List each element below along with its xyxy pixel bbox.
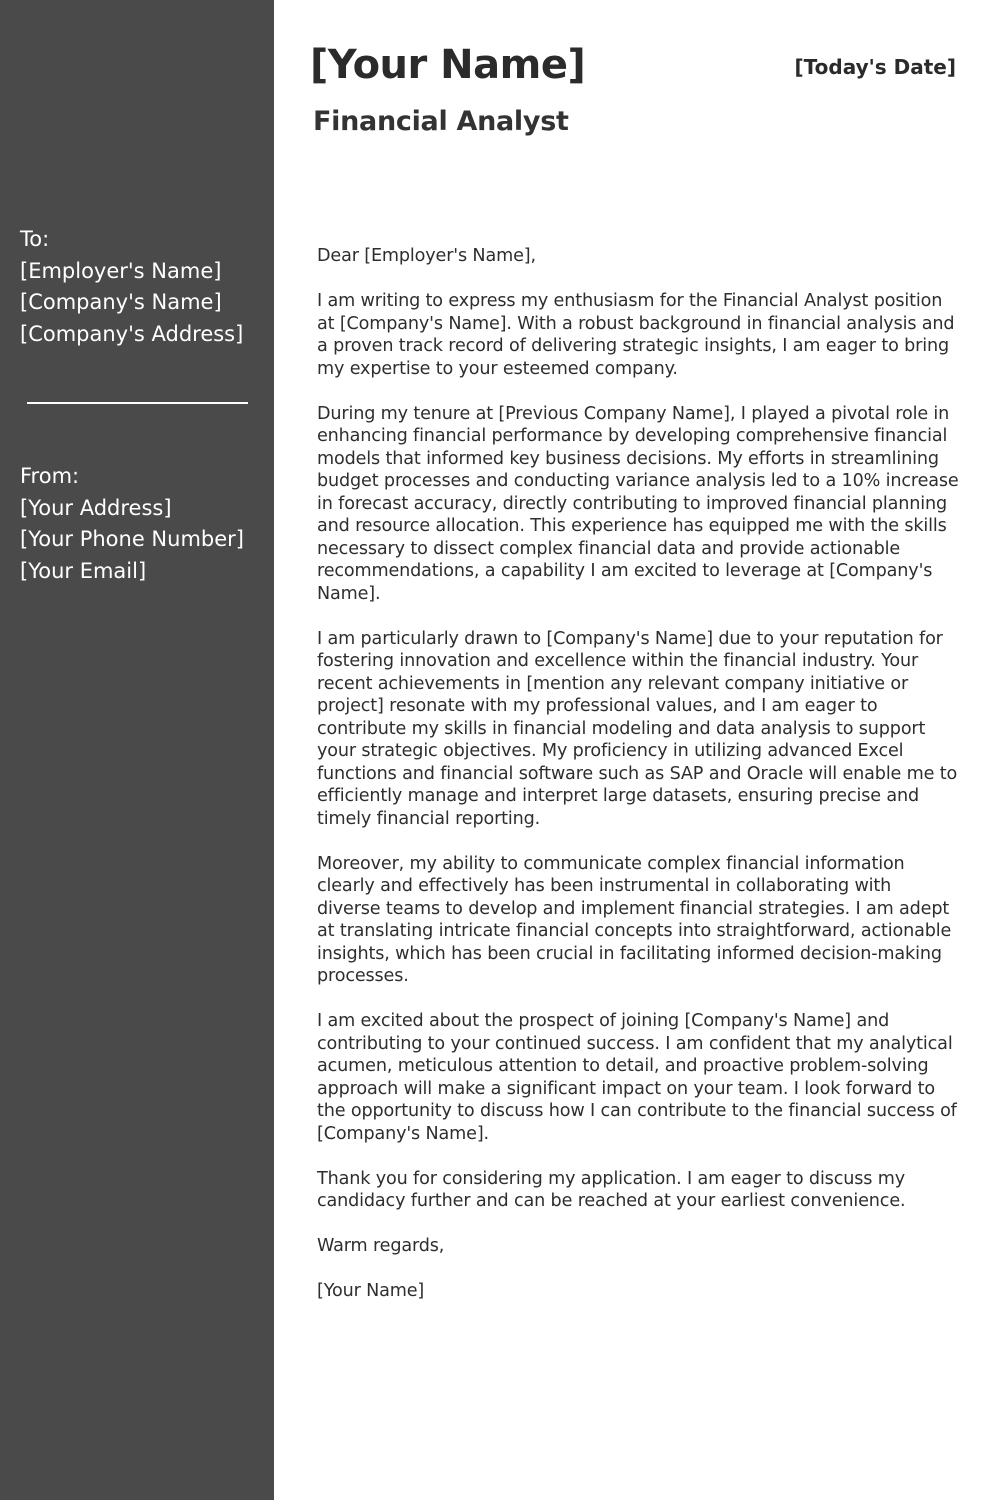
sender-phone: [Your Phone Number]: [20, 527, 244, 551]
company-address: [Company's Address]: [20, 321, 244, 346]
applicant-name: [Your Name]: [310, 42, 586, 88]
paragraph-thanks: Thank you for considering my application. I am eager to discuss my candidacy further and can be reached at your earliest convenience.: [317, 1168, 906, 1211]
recipient-block: [20, 224, 270, 350]
closing: Warm regards,: [317, 1236, 445, 1256]
salutation: Dear [Employer's Name],: [317, 246, 536, 266]
to-label: To:: [20, 227, 50, 251]
employer-name: [Employer's Name]: [20, 258, 222, 283]
paragraph-communication: Moreover, my ability to communicate complex financial information clearly and effectively has been instrumental in collaborating with diverse teams to develop and implement financial strategies. I am adept at translating intricate financial concepts into straightforward, actionable insights, which has been crucial in facilitating informed decision-making processes.: [317, 853, 952, 986]
company-name: [Company's Name]: [20, 290, 222, 314]
paragraph-company-fit: I am particularly drawn to [Company's Name] due to your reputation for fostering innovation and excellence within the financial industry. Your recent achievements in [mention any relevant company initiative or project] resonate with my professional values, and I am eager to contribute my skills in financial modeling and data analysis to support your strategic objectives. My proficiency in utilizing advanced Excel functions and financial software such as SAP and Oracle will enable me to efficiently manage and interpret large datasets, ensuring precise and timely financial reporting.: [317, 628, 958, 829]
sender-block: [20, 461, 270, 587]
paragraph-intro: I am writing to express my enthusiasm for the Financial Analyst position at [Company's Name]. With a robust background in financial analysis and a proven track record of delivering strategic insights, I am eager to bring my expertise to your esteemed company.: [317, 291, 955, 379]
paragraph-experience: During my tenure at [Previous Company Name], I played a pivotal role in enhancing financial performance by developing comprehensive financial models that informed key business decisions. My efforts in streamlining budget processes and conducting variance analysis led to a 10% increase in forecast accuracy, directly contributing to improved financial planning and resource allocation. This experience has equipped me with the skills necessary to dissect complex financial data and provide actionable recommendations, a capability I am excited to leverage at [Company's Name].: [317, 403, 959, 604]
sender-email: [Your Email]: [20, 558, 147, 583]
signature: [Your Name]: [317, 1281, 425, 1301]
sender-address: [Your Address]: [20, 495, 172, 520]
sidebar-divider: [27, 402, 248, 404]
job-title: Financial Analyst: [313, 106, 569, 137]
sidebar: [0, 0, 274, 1500]
from-label: From:: [20, 464, 80, 488]
letter-main: [274, 0, 1000, 1500]
letter-body: [317, 245, 959, 1303]
letter-date: [Today's Date]: [794, 55, 956, 79]
paragraph-excitement: I am excited about the prospect of joining [Company's Name] and contributing to your continued success. I am confident that my analytical acumen, meticulous attention to detail, and proactive problem-solving approach will make a significant impact on your team. I look forward to the opportunity to discuss how I can contribute to the financial success of [Company's Name].: [317, 1011, 957, 1144]
